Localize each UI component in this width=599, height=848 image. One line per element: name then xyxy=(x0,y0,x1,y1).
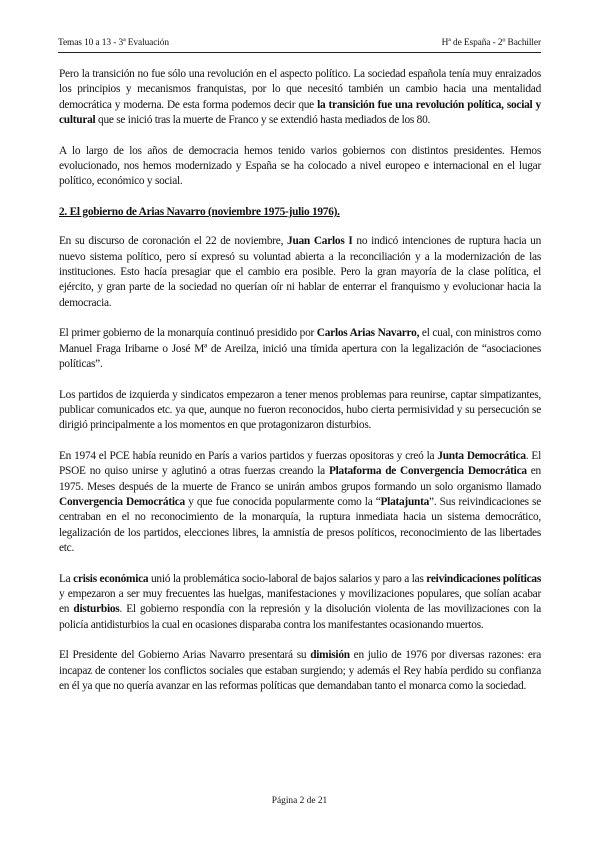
text-run: El Presidente del Gobierno Arias Navarro presentará su xyxy=(59,649,311,662)
text-run: Los partidos de izquierda y sindicatos empezaron a tener menos problemas para reunirse, captar simpatizantes, publicar comunicados etc. ya que, aunque no fueron reconocidos, hubo cierta permisividad y su persecución se dirigió principalmente a los momentos en que protagonizaron disturbios. xyxy=(59,388,541,432)
text-run: en 1975. Meses después de la muerte de Franco se unirán ambos grupos formando un solo organismo llamado xyxy=(59,465,541,493)
text-run: . El gobierno respondía con la represión y la disolución violenta de las movilizaciones con la policía antidisturbios la cual en ocasiones disparaba contra los manifestantes ocasionando muertos. xyxy=(59,603,541,631)
text-run: no indicó intenciones de ruptura hacia un nuevo sistema político, pero sí expresó su voluntad abierta a la reconciliación y a la modernización de las instituciones. Esto hacía presagiar que el cambio era posible. Pero la gran mayoría de la clase política, el ejército, y gran parte de la sociedad no querían oír ni hablar de enterrar el franquismo y evolucionar hacia la democracia. xyxy=(59,235,541,309)
text-run: Pero la transición no fue sólo una revolución en el aspecto político. La sociedad española tenía muy enraizados los principios y mecanismos franquistas, por lo que necesitó también un cambio hacia una mentalidad democrática y moderna. De esta forma podemos decir que xyxy=(59,68,541,111)
bold-text: Juan Carlos I xyxy=(287,235,353,248)
text-run: y empezaron a ser muy frecuentes las huelgas, manifestaciones y movilizaciones populares, que solían acabar en xyxy=(59,587,541,616)
paragraph xyxy=(59,144,541,190)
paragraph xyxy=(59,572,541,634)
paragraph xyxy=(59,326,541,372)
header-rule xyxy=(58,52,541,53)
text-run: ”. Sus reivindicaciones se centraban en el no reconocimiento de la monarquía, la ruptura inmediata hacia un sistema democrático, legalización de los partidos, elecciones libres, la amnistía de presos políticos, reconocimiento de las libertades etc. xyxy=(59,495,541,555)
text-run: unió la problemática socio-laboral de bajos salarios y paro a las xyxy=(148,572,427,585)
bold-text: crisis económica xyxy=(73,572,149,585)
text-run: A lo largo de los años de democracia hemos tenido varios gobiernos con distintos presidentes. Hemos evolucionado, nos hemos modernizado y España se ha colocado a nivel europeo e internacional en el lugar político, económico y social. xyxy=(59,144,541,188)
text-run: . El PSOE no quiso unirse y aglutinó a otras fuerzas creando la xyxy=(59,449,541,478)
bold-text: reivindicaciones políticas xyxy=(426,572,541,585)
bold-text: Convergencia Democrática xyxy=(59,495,185,508)
bold-text: Plataforma de Convergencia Democrática xyxy=(328,465,527,478)
page-header xyxy=(58,38,541,52)
text-run: y que fue conocida popularmente como la “ xyxy=(184,495,381,508)
text-run: En su discurso de coronación el 22 de noviembre, xyxy=(59,235,288,248)
text-run: La xyxy=(59,572,74,585)
text-run: el cual, con ministros como Manuel Fraga Iribarne o José Mª de Areilza, inició una tímida apertura con la legalización de “asociaciones políticas”. xyxy=(59,327,541,371)
bold-text: Platajunta xyxy=(380,495,430,508)
bold-text: Junta Democrática xyxy=(437,449,526,462)
page-footer: Página 2 de 21 xyxy=(271,796,328,806)
text-run: El primer gobierno de la monarquía continuó presidido por xyxy=(59,327,317,340)
bold-text: Carlos Arias Navarro, xyxy=(316,327,420,340)
paragraph xyxy=(59,648,541,694)
text-run: En 1974 el PCE había reunido en París a varios partidos y fuerzas opositoras y creó la xyxy=(59,449,438,462)
paragraph xyxy=(59,388,541,434)
text-run: en julio de 1976 por diversas razones: era incapaz de contener los conflictos sociales que estaban surgiendo; y además el Rey había perdido su confianza en él ya que no quería avanzar en las reformas políticas que demandaban tanto el monarca como la sociedad. xyxy=(59,649,541,692)
document-body xyxy=(59,67,541,709)
text-run: que se inició tras la muerte de Franco y se extendió hasta mediados de los 80. xyxy=(95,114,431,127)
paragraph xyxy=(59,234,541,311)
paragraph xyxy=(59,449,541,557)
bold-text: disturbios xyxy=(73,603,120,616)
paragraph xyxy=(59,67,541,129)
bold-text: la transición fue una revolución política, social y cultural xyxy=(59,98,541,127)
header-right: Hª de España - 2º Bachiller xyxy=(441,38,541,48)
bold-text: dimisión xyxy=(310,649,350,662)
section-heading: 2. El gobierno de Arias Navarro (noviembre 1975-julio 1976). xyxy=(59,205,340,218)
header-left: Temas 10 a 13 - 3ª Evaluación xyxy=(58,38,169,48)
